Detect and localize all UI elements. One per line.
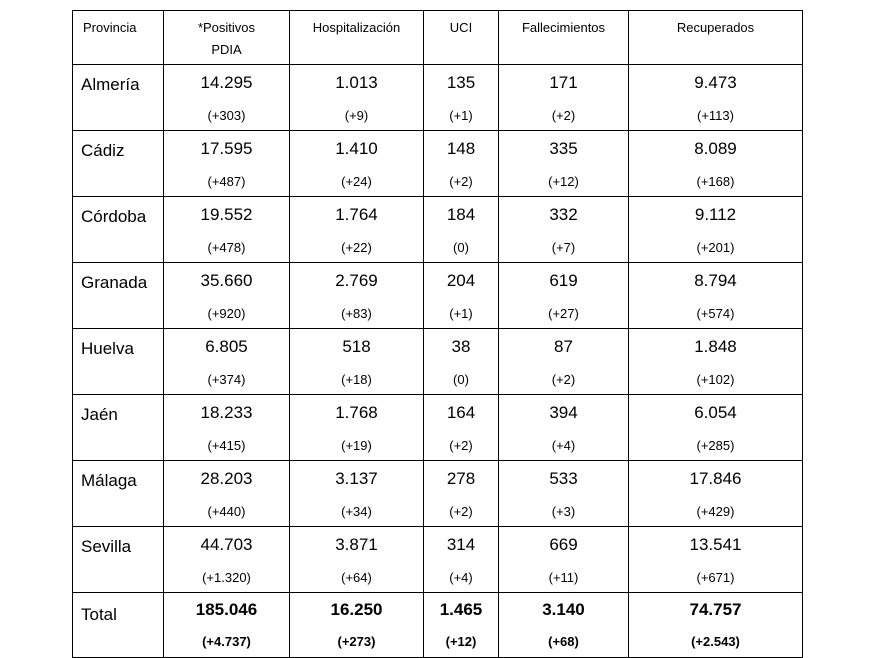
recuperados-value: 8.794: [694, 271, 737, 290]
uci-cell: [424, 395, 499, 461]
uci-value: 204: [446, 271, 476, 290]
recuperados-delta: (+168): [696, 174, 735, 189]
recuperados-cell: [629, 593, 803, 658]
positivos-delta: (+4.737): [202, 634, 251, 649]
uci-value: 184: [446, 205, 476, 224]
uci-delta: (+4): [449, 570, 473, 585]
recuperados-cell: [629, 395, 803, 461]
recuperados-cell: [629, 65, 803, 131]
province-name: Sevilla: [73, 527, 164, 593]
recuperados-value: 1.848: [694, 337, 737, 356]
positivos-delta: (+303): [207, 108, 246, 123]
hospitalizacion-value: 518: [342, 337, 371, 356]
recuperados-value: 13.541: [689, 535, 742, 554]
hospitalizacion-cell: [290, 263, 424, 329]
uci-value: 164: [446, 403, 476, 422]
header-fallecimientos: Fallecimientos: [499, 11, 629, 65]
fallecimientos-value: 335: [549, 139, 578, 158]
uci-value: 135: [446, 73, 476, 92]
table-row: [73, 65, 803, 131]
table-row: [73, 263, 803, 329]
recuperados-cell: [629, 527, 803, 593]
header-provincia: Provincia: [73, 11, 164, 65]
fallecimientos-delta: (+27): [548, 306, 579, 321]
fallecimientos-delta: (+3): [551, 504, 576, 519]
hospitalizacion-delta: (+22): [341, 240, 372, 255]
fallecimientos-delta: (+12): [548, 174, 579, 189]
fallecimientos-delta: (+2): [551, 372, 576, 387]
uci-value: 1.465: [439, 600, 483, 619]
hospitalizacion-cell: [290, 131, 424, 197]
fallecimientos-delta: (+2): [551, 108, 576, 123]
fallecimientos-cell: [499, 593, 629, 658]
positivos-value: 14.295: [200, 73, 253, 92]
positivos-cell: [164, 593, 290, 658]
positivos-delta: (+920): [207, 306, 246, 321]
hospitalizacion-value: 2.769: [335, 271, 378, 290]
recuperados-delta: (+113): [697, 108, 734, 123]
hospitalizacion-value: 1.410: [335, 139, 378, 158]
uci-delta: (0): [453, 372, 469, 387]
table-row: [73, 461, 803, 527]
fallecimientos-cell: [499, 131, 629, 197]
header-row: [73, 11, 803, 65]
fallecimientos-value: 332: [549, 205, 578, 224]
uci-value: 278: [446, 469, 476, 488]
hospitalizacion-delta: (+9): [344, 108, 369, 123]
province-name: Cádiz: [73, 131, 164, 197]
province-name: Córdoba: [73, 197, 164, 263]
recuperados-cell: [629, 131, 803, 197]
uci-delta: (+12): [445, 634, 477, 649]
positivos-cell: [164, 329, 290, 395]
header-recuperados: Recuperados: [629, 11, 803, 65]
hospitalizacion-value: 3.137: [335, 469, 378, 488]
hospitalizacion-cell: [290, 527, 424, 593]
fallecimientos-value: 87: [554, 337, 573, 356]
uci-value: 314: [446, 535, 476, 554]
table-row: [73, 197, 803, 263]
positivos-cell: [164, 197, 290, 263]
uci-cell: [424, 527, 499, 593]
hospitalizacion-delta: (+273): [337, 634, 376, 649]
hospitalizacion-cell: [290, 329, 424, 395]
positivos-value: 18.233: [200, 403, 253, 422]
uci-delta: (0): [453, 240, 469, 255]
table-row: [73, 131, 803, 197]
fallecimientos-delta: (+7): [551, 240, 576, 255]
positivos-delta: (+487): [207, 174, 246, 189]
hospitalizacion-cell: [290, 461, 424, 527]
province-name: Granada: [73, 263, 164, 329]
uci-delta: (+2): [449, 438, 473, 453]
positivos-delta: (+478): [207, 240, 246, 255]
table-row: [73, 395, 803, 461]
positivos-cell: [164, 65, 290, 131]
positivos-value: 28.203: [200, 469, 253, 488]
recuperados-cell: [629, 461, 803, 527]
total-row: [73, 593, 803, 658]
recuperados-delta: (+429): [696, 504, 735, 519]
uci-cell: [424, 593, 499, 658]
positivos-delta: (+1.320): [202, 570, 251, 585]
recuperados-value: 9.112: [694, 205, 737, 224]
header-hospitalizacion: Hospitalización: [290, 11, 424, 65]
positivos-cell: [164, 263, 290, 329]
hospitalizacion-delta: (+83): [341, 306, 372, 321]
fallecimientos-cell: [499, 527, 629, 593]
uci-cell: [424, 65, 499, 131]
positivos-delta: (+374): [207, 372, 246, 387]
uci-cell: [424, 461, 499, 527]
recuperados-delta: (+574): [696, 306, 735, 321]
province-name: Almería: [73, 65, 164, 131]
fallecimientos-delta: (+11): [548, 570, 579, 585]
hospitalizacion-value: 16.250: [330, 600, 383, 619]
hospitalizacion-delta: (+64): [341, 570, 372, 585]
uci-delta: (+1): [449, 306, 473, 321]
positivos-cell: [164, 131, 290, 197]
recuperados-value: 8.089: [694, 139, 737, 158]
fallecimientos-cell: [499, 461, 629, 527]
province-name: Huelva: [73, 329, 164, 395]
header-uci: UCI: [424, 11, 499, 65]
hospitalizacion-cell: [290, 593, 424, 658]
recuperados-value: 74.757: [689, 600, 742, 619]
hospitalizacion-value: 1.013: [335, 73, 378, 92]
recuperados-value: 9.473: [694, 73, 737, 92]
uci-cell: [424, 197, 499, 263]
recuperados-cell: [629, 263, 803, 329]
positivos-value: 6.805: [205, 337, 248, 356]
uci-cell: [424, 329, 499, 395]
positivos-cell: [164, 395, 290, 461]
recuperados-delta: (+201): [696, 240, 735, 255]
fallecimientos-cell: [499, 263, 629, 329]
province-name: Total: [73, 593, 164, 658]
hospitalizacion-value: 1.768: [335, 403, 378, 422]
fallecimientos-value: 669: [549, 535, 578, 554]
province-name: Málaga: [73, 461, 164, 527]
fallecimientos-value: 394: [549, 403, 578, 422]
recuperados-value: 6.054: [694, 403, 737, 422]
table-row: [73, 329, 803, 395]
fallecimientos-cell: [499, 395, 629, 461]
positivos-value: 17.595: [200, 139, 253, 158]
uci-cell: [424, 131, 499, 197]
recuperados-value: 17.846: [689, 469, 742, 488]
uci-cell: [424, 263, 499, 329]
recuperados-delta: (+102): [696, 372, 735, 387]
hospitalizacion-cell: [290, 65, 424, 131]
fallecimientos-cell: [499, 197, 629, 263]
fallecimientos-cell: [499, 65, 629, 131]
uci-value: 38: [451, 337, 471, 356]
hospitalizacion-delta: (+18): [341, 372, 372, 387]
fallecimientos-value: 3.140: [542, 600, 585, 619]
positivos-value: 19.552: [200, 205, 253, 224]
fallecimientos-delta: (+4): [551, 438, 576, 453]
fallecimientos-value: 533: [549, 469, 578, 488]
positivos-value: 35.660: [200, 271, 253, 290]
positivos-cell: [164, 461, 290, 527]
recuperados-cell: [629, 197, 803, 263]
uci-delta: (+1): [449, 108, 473, 123]
recuperados-delta: (+285): [696, 438, 735, 453]
uci-delta: (+2): [449, 504, 473, 519]
hospitalizacion-cell: [290, 197, 424, 263]
fallecimientos-cell: [499, 329, 629, 395]
hospitalizacion-delta: (+19): [341, 438, 372, 453]
fallecimientos-delta: (+68): [548, 634, 579, 649]
recuperados-cell: [629, 329, 803, 395]
positivos-value: 44.703: [200, 535, 253, 554]
positivos-cell: [164, 527, 290, 593]
uci-value: 148: [446, 139, 476, 158]
covid-province-table: [72, 10, 803, 658]
positivos-value: 185.046: [195, 600, 258, 619]
hospitalizacion-delta: (+34): [341, 504, 372, 519]
header-positivos: *Positivos PDIA: [164, 11, 290, 65]
fallecimientos-value: 171: [549, 73, 578, 92]
province-name: Jaén: [73, 395, 164, 461]
recuperados-delta: (+671): [696, 570, 735, 585]
hospitalizacion-cell: [290, 395, 424, 461]
positivos-delta: (+440): [207, 504, 246, 519]
recuperados-delta: (+2.543): [691, 634, 740, 649]
hospitalizacion-delta: (+24): [341, 174, 372, 189]
hospitalizacion-value: 1.764: [335, 205, 378, 224]
positivos-delta: (+415): [207, 438, 246, 453]
table-row: [73, 527, 803, 593]
fallecimientos-value: 619: [549, 271, 578, 290]
uci-delta: (+2): [449, 174, 473, 189]
hospitalizacion-value: 3.871: [335, 535, 378, 554]
